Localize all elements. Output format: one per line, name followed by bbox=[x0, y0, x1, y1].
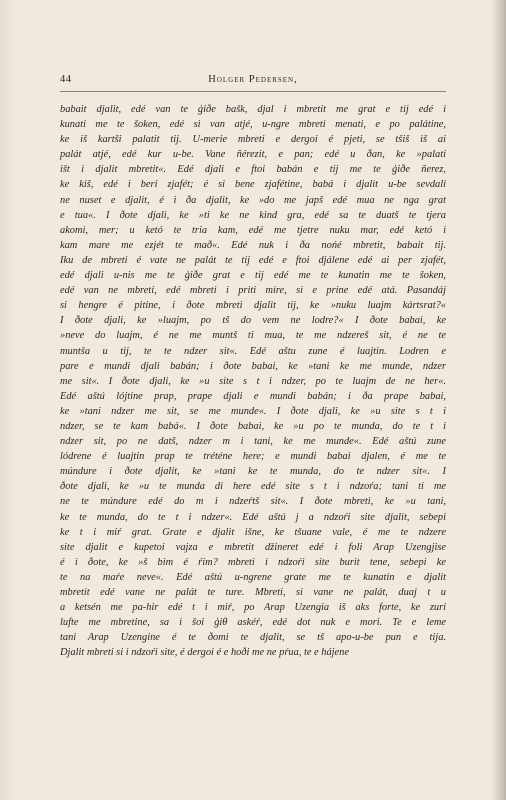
text-line: ðote djali, ke »u te munda di here edé site s t i ndzoŕa; tani ti me bbox=[60, 481, 446, 493]
page-edge-shadow bbox=[494, 0, 506, 800]
text-line: palát atjé, edé kur u-be. Vane ñérezit, e pan; edé u ðan, ke »palati bbox=[60, 149, 446, 161]
running-head bbox=[60, 74, 446, 88]
running-head-title: Holger Pedersen, bbox=[208, 74, 298, 85]
text-line: si hengre é pitine, i ðote mbreti djalit tij, ke »nuku luajm kártsrat?« bbox=[60, 300, 446, 312]
text-line: te na maŕe neve«. Edé aštú u-ngrene grate me te kunatin e djalit bbox=[60, 571, 446, 583]
text-line: pare e mundi djali babán; i ðote babai, ke »tani ke me munde, ndzer bbox=[60, 360, 446, 372]
page-number: 44 bbox=[60, 74, 72, 85]
text-line: lódrene é luajtin prap te tréténe here; e mundi babai djalen, é me te bbox=[60, 451, 446, 463]
text-line: Iku de mbreti é vate ne palát te tij edé e ftoi djálene edé ai per zjafét, bbox=[60, 254, 446, 266]
text-line: išt i djalit mbretit«. Edé djali e ftoi babán e tij me te ģiðe ñerez, bbox=[60, 164, 446, 176]
text-line: site djalit e kupetoi vajza e mbretit džineret edé i foli Arap Uzengjise bbox=[60, 541, 446, 553]
text-line: ke t i miŕ grat. Grate e djalit išne, ke tšuane vale, é me te ndzere bbox=[60, 526, 446, 538]
text-line: ke iš kartši palatit tij. U-merie mbreti e dergoi é pjeti, se tšiš iš ai bbox=[60, 134, 446, 146]
text-line: ndzer sit, po ne datš, ndzer m i tani, ke me munde«. Edé aštú zune bbox=[60, 436, 446, 448]
text-line: kunati me te šoken, edé si van atjé, u-ngre mbreti menati, e po palátine, bbox=[60, 119, 446, 131]
text-line: me sit«. I ðote djali, ke »u site s t i ndzer, po te luajm de ne her«. bbox=[60, 375, 446, 387]
text-line: edé djali u-nis me te ģiðe grat e tij edé me te kunatin me te šoken, bbox=[60, 270, 446, 282]
text-line: mbretit edé vane ne palát te ture. Mbreti, si vane ne palát, duaj t u bbox=[60, 587, 446, 598]
text-line: ke te munda, do te t i ndzer«. Edé aštú j a ndzoŕi site djalit, sebepi bbox=[60, 511, 446, 523]
text-line: tani Arap Uzengine é te ðomi te djalit, se tš apo-u-be pun e tija. bbox=[60, 632, 446, 644]
text-line: ke kiš, edé i beri zjafét; é si bene zjafétine, babá i djalit u-be sevdali bbox=[60, 179, 446, 191]
text-line: ne te múndure edé do m i ndzeŕtš sit«. I ðote mbreti, ke »u tani, bbox=[60, 496, 446, 508]
text-line: Edé aštú lójtine prap, prape djali e mundi babán; i ða prape babai, bbox=[60, 390, 446, 402]
text-line: múndure i ðote djalit, ke »tani ke te munda, do te ndzer sit«. I bbox=[60, 466, 446, 478]
text-line: ne nuset e djalit, é i ða djalit, ke »do me japš edé mua ne nga grat bbox=[60, 194, 446, 206]
text-line: e tua«. I ðote djali, ke »ti ke ne kind gra, edé sa te duatš te tjera bbox=[60, 209, 446, 221]
text-line: a ketsén me pa-hir edé t i miŕ, po Arap Uzengia iš aks forte, ke zuri bbox=[60, 602, 446, 614]
text-line: ke »tani ndzer me sit, se me munde«. I ðote djali, ke »u site s t i bbox=[60, 405, 446, 417]
text-line: muntša u tij, te te ndzer sit«. Edé aštu zune é luajtin. Lodren e bbox=[60, 345, 446, 357]
text-line: I ðote djali, ke »luajm, po tš do vem ne lodre?« I ðote babai, ke bbox=[60, 315, 446, 327]
text-line: »neve do luajm, é ne me muntš ti mua, te me ndzereš sit, é ne te bbox=[60, 330, 446, 342]
text-line: ndzer, se te kam babá«. I ðote babai, ke »u po te munda, do te t i bbox=[60, 420, 446, 432]
text-line: lufte me mbretine, sa i šoi ģiθ askéŕ, edé dot nuk e mori. Te e leme bbox=[60, 617, 446, 629]
text-line: é i ðote, ke »š bim é ŕim? mbreti i ndzoŕi site burit tene, sebepi ke bbox=[60, 556, 446, 568]
header-rule bbox=[60, 91, 446, 92]
text-line: edé van ne mbreti, edé mbreti i priti mire, si e prine edé atá. Pasandáj bbox=[60, 285, 446, 297]
text-line: kam mare me ezjét te mað«. Edé nuk i ða nońé mbretit, babait tij. bbox=[60, 239, 446, 251]
body-text bbox=[60, 102, 446, 660]
text-line: babait djalit, edé van te ģiðe bašk, djal i mbretit me grat e tij edé i bbox=[60, 104, 446, 115]
text-line: akomi, mer; u ketó te tria kam, edé me tjetre nuku mar, edé ketó i bbox=[60, 224, 446, 236]
text-line: Djalit mbreti si i ndzoŕi site, é dergoi é e hoði me ne pŕua, te e hájene bbox=[60, 647, 349, 659]
